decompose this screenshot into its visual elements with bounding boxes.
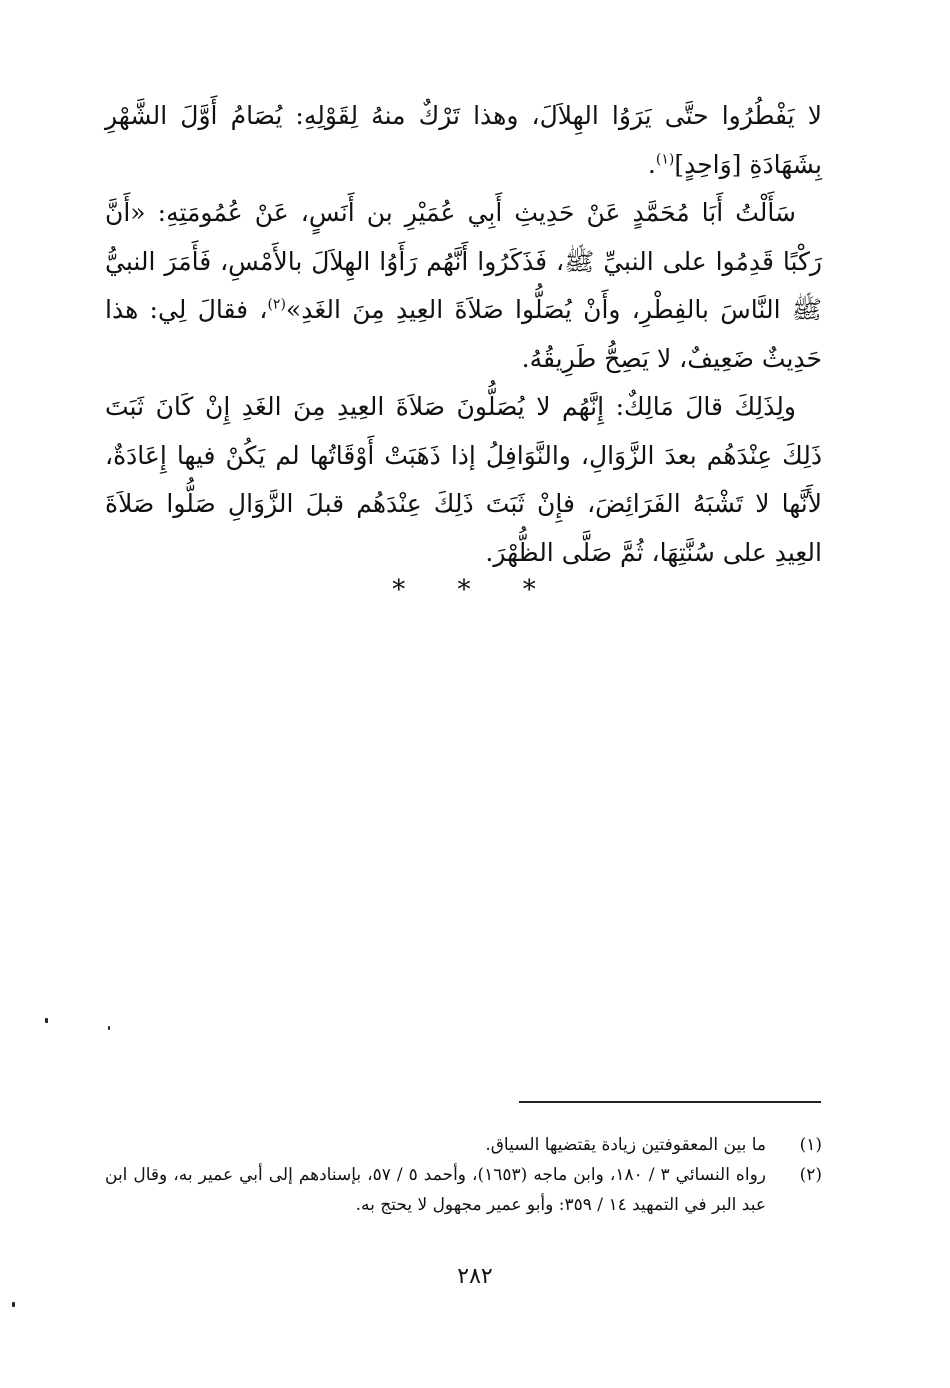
paragraph-2 [105,189,822,383]
page-number: ٢٨٢ [457,1264,493,1289]
paragraph-1 [105,92,822,189]
paragraph-3 [105,383,822,577]
footnote-ref-1: (١) [655,151,675,168]
scan-speck [45,1018,48,1023]
paragraph-3-text: ولِذَلِكَ قالَ مَالِكٌ: إِنَّهُم لا يُصَلُّونَ صَلاَةَ العِيدِ مِنَ الغَدِ إِنْ كَانَ ثَبَتَ ذَلِكَ عِنْدَهُم بعدَ الزَّوَالِ، والنَّوَافِلُ إذا ذَهَبَتْ أَوْقَاتُها لم يَكُنْ فيها إِعَادَةٌ، لأَنَّها لا تَشْبَهُ الفَرَائِضَ، فإِنْ ثَبَتَ ذَلِكَ عِنْدَهُم قبلَ الزَّوَالِ صَلُّوا صَلاَةَ العِيدِ على سُنَّتِهَا، ثُمَّ صَلَّى الظُّهْرَ. [105,392,822,567]
scan-speck [108,1026,110,1030]
footnote-divider [519,1101,821,1103]
footnote-number: (٢) [799,1165,822,1185]
paragraph-2-text: سَأَلْتُ أَبَا مُحَمَّدٍ عَنْ حَدِيثِ أَبِي عُمَيْرِ بن أَنَسٍ، عَنْ عُمُومَتِهِ: «أَنَّ رَكْبًا قَدِمُوا على النبيِّ ﷺ، فَذَكَرُوا أَنَّهُم رَأَوُا الهِلاَلَ بالأَمْسِ، فَأَمَرَ النبيُّ ﷺ النَّاسَ بالفِطْرِ، وأَنْ يُصَلُّوا صَلاَةَ العِيدِ مِنَ الغَدِ» [105,198,822,324]
scan-speck [12,1302,15,1307]
paragraph-1-end: . [647,149,656,179]
main-text [105,92,822,577]
section-separator: * * * [392,575,558,605]
footnote-2 [105,1160,822,1220]
paragraph-1-text: لا يَفْطُرُوا حتَّى يَرَوُا الهِلاَلَ، وهذا تَرْكٌ منهُ لِقَوْلِهِ: يُصَامُ أَوَّلَ الشَّهْرِ بِشَهَادَةِ [وَاحِدٍ] [105,101,822,179]
footnote-1 [105,1130,822,1160]
paragraph-2-tail: ، فقالَ لِي: هذا حَدِيثٌ ضَعِيفٌ، لا يَصِحُّ طَرِيقُهُ. [105,295,822,373]
footnotes [105,1130,822,1220]
footnote-number: (١) [799,1135,822,1155]
footnote-ref-2: (٢) [267,296,286,313]
footnote-text: رواه النسائي ٣ / ١٨٠، وابن ماجه (١٦٥٣)، وأحمد ٥ / ٥٧، بإسنادهم إلى أبي عمير به، وقال ابن عبد البر في التمهيد ١٤ / ٣٥٩: وأبو عمير مجهول لا يحتج به. [105,1165,766,1215]
footnote-text: ما بين المعقوفتين زيادة يقتضيها السياق. [485,1135,766,1155]
